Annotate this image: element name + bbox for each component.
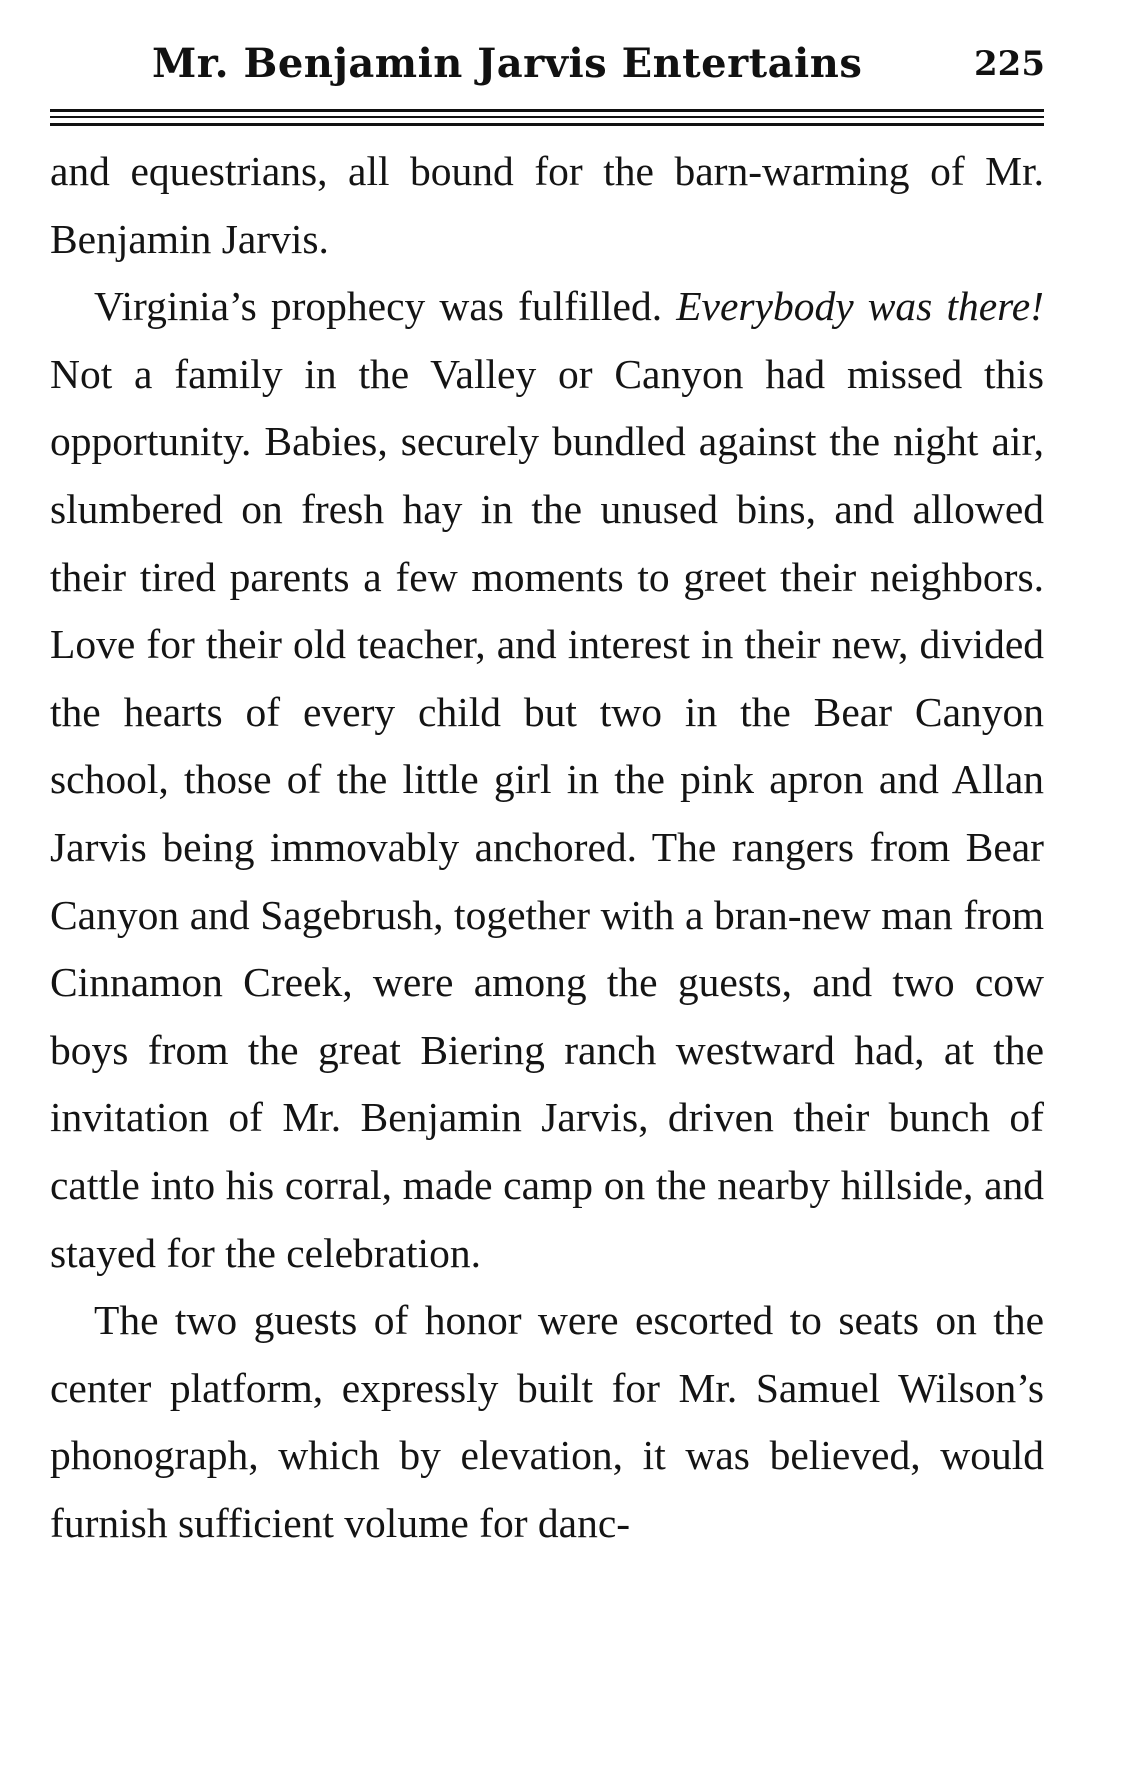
emphasis-text: Everybody was there! [676,283,1044,330]
header-rule [50,109,1044,112]
paragraph: The two guests of honor were escorted to seats on the center platform, expressly built for Mr. Samuel Wilson’s phonograph, which by elevation, it was believed, would furnish sufficient volume for danc- [50,1297,1044,1546]
paragraph [50,273,1044,1287]
body-text [50,138,1044,1557]
page-number: 225 [974,44,1045,84]
paragraph: and equestrians, all bound for the barn-warming of Mr. Benjamin Jarvis. [50,148,1044,262]
paragraph-text: Not a family in the Valley or Canyon had missed this opportunity. Babies, securely bundled against the night air, slumbered on fresh hay in the unused bins, and allowed their tired parents a few moments to greet their neighbors. Love for their old teacher, and interest in their new, divided the hearts of every child but two in the Bear Canyon school, those of the little girl in the pink apron and Allan Jarvis being immovably anchored. The rangers from Bear Canyon and Sagebrush, together with a bran-new man from Cinnamon Creek, were among the guests, and two cow boys from the great Biering ranch westward had, at the invitation of Mr. Benjamin Jarvis, driven their bunch of cattle into his corral, made camp on the nearby hillside, and stayed for the celebration. [50,350,1044,1276]
page-header [52,40,1045,100]
paragraph-text: Virginia’s prophecy was fulfilled. [94,283,677,330]
running-title: Mr. Benjamin Jarvis Entertains [152,40,863,87]
header-rule [50,123,1044,126]
header-rule [50,116,1044,118]
